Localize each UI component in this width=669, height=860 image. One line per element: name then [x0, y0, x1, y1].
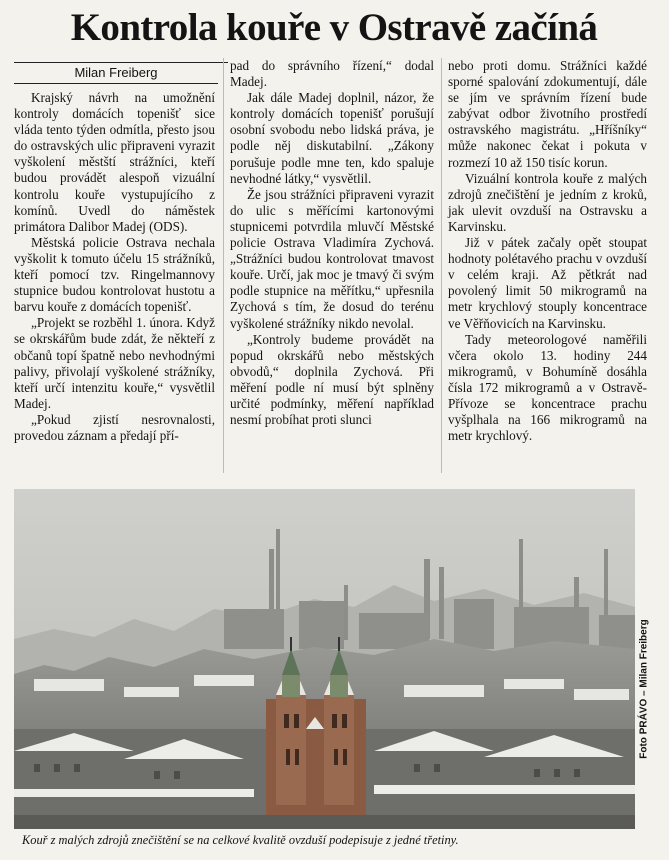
article-paragraph: Že jsou strážníci připraveni vyrazit do ulic s měřícími kartonovými stupnicemi potvrdila mluvčí Městské policie Ostrava Vladimíra Zychová. „Strážníci budou kontrolovat tmavost kouře. Určí, jak moc je tmavý či svým podle stupnice na měřítku,“ upřesnila Zychová s tím, že dosud do terénu vyškolené strážníky nikdo nevolal.	[230, 186, 434, 331]
headline: Kontrola kouře v Ostravě začíná	[70, 6, 598, 49]
article-paragraph: Tady meteorologové naměřili včera okolo 13. hodiny 244 mikrogramů, v Bohumíně dosáhla čísla 172 mikrogramů a v Ostravě-Přívoze se koncentrace prachu vyšplhala na 166 mikrogramů na metr krychlový.	[448, 331, 647, 444]
column-divider	[223, 58, 224, 473]
article-paragraph: Městská policie Ostrava nechala vyškolit k tomuto účelu 15 strážníků, kteří pomocí tzv. Ringelmannovy stupnice budou kontrolovat hustotu a barvu kouře z domácích topenišť.	[14, 234, 215, 315]
article-paragraph: Jak dále Madej doplnil, názor, že kontroly domácích topenišť porušují osobní svobodu nebo lidská práva, je podle něj diskutabilní. „Zákony porušuje podle mne ten, kdo spaluje nevhodné látky,“ vysvětlil.	[230, 90, 434, 186]
article-paragraph: Krajský návrh na umožnění kontroly domácích topenišť sice vláda tento týden odmítla, přesto jsou do ostravských ulic připraveni vyrazit vyškolení městští strážníci, kteří budou provádět alespoň vizuální kontrolu kouře vystupujícího z komínů. Uvedl do náměstek primátora Dalibor Madej (ODS).	[14, 90, 215, 234]
article-paragraph: „Kontroly budeme provádět na popud okrskářů nebo městských obvodů,“ doplnila Zychová. Při měření podle ní musí být splněny určité podmínky, měření například nesmí probíhat proti slunci	[230, 331, 434, 428]
photo-credit: Foto PRÁVO – Milan Freiberg	[638, 619, 650, 759]
article-paragraph: „Projekt se rozběhl 1. února. Když se okrskářům bude zdát, že někteří z občanů topí špatně nebo nevhodnými palivy, přivolají vyškolené strážníky, kteří určí intenzitu kouře,“ vysvětlil Madej.	[14, 315, 215, 411]
article-column-1	[14, 90, 215, 444]
byline: Milan Freiberg	[14, 62, 218, 84]
article-paragraph: pad do správního řízení,“ dodal Madej.	[230, 58, 434, 90]
article-column-2	[230, 58, 434, 428]
article-paragraph: Již v pátek začaly opět stoupat hodnoty polétavého prachu v ovzduší v celém kraji. Až pětkrát nad povolený limit 50 mikrogramů na metr krychlový stouply koncentrace ve Věřňovicích na Karvinsku.	[448, 235, 647, 331]
article-paragraph: Vizuální kontrola kouře z malých zdrojů znečištění je jedním z kroků, jak ulevit ovzduší na Ostravsku a Karvinsku.	[448, 170, 647, 234]
article-paragraph: nebo proti domu. Strážníci každé sporné spalování zdokumentují, dále se jím ve správním řízení bude zabývat odbor životního prostředí ostravského magistrátu. „Hříšníky“ může nakonec čekat i pokuta v rozmezí 10 až 150 tisíc korun.	[448, 58, 647, 170]
article-paragraph: „Pokud zjistí nesrovnalosti, provedou záznam a předají pří-	[14, 411, 215, 443]
article-column-3	[448, 58, 647, 444]
city-skyline-photo	[14, 489, 635, 829]
photo-caption: Kouř z malých zdrojů znečištění se na celkové kvalitě ovzduší podepisuje z jedné třetiny.	[22, 833, 459, 847]
column-divider	[441, 58, 442, 473]
